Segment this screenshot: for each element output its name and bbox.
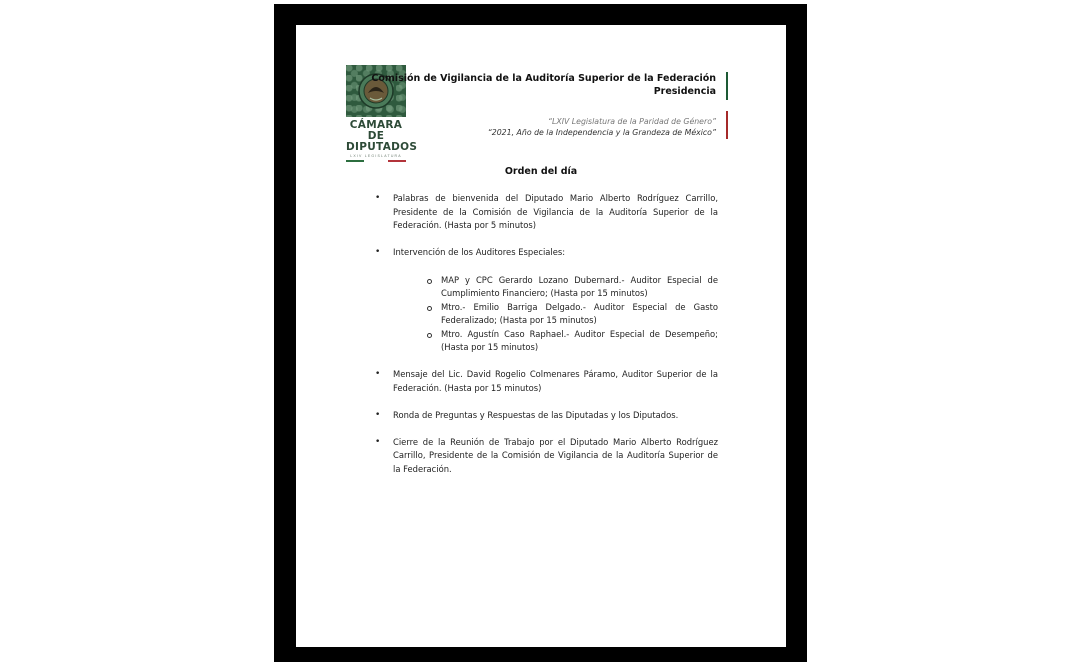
logo-text-diputados: DIPUTADOS [346, 141, 418, 153]
header-green-bar [726, 72, 728, 100]
flag-green-stripe [346, 160, 364, 162]
auditors-sublist [393, 274, 718, 355]
agenda-item-closing: • Cierre de la Reunión de Trabajo por el Diputado Mario Alberto Rodríguez Carrillo, Presidente de la Comisión de Vigilancia de la Auditoría Superior de la Federación. [373, 436, 718, 477]
agenda-list [373, 192, 718, 490]
header-red-bar [726, 111, 728, 139]
auditor-item-caso: Mtro. Agustín Caso Raphael.- Auditor Especial de Desempeño; (Hasta por 15 minutos) [393, 328, 718, 355]
flag-red-stripe [388, 160, 406, 162]
logo-text-camara: CÁMARA DE [349, 119, 403, 142]
document-page [296, 25, 786, 647]
page-title: Orden del día [504, 166, 578, 177]
motto-line-2: “2021, Año de la Independencia y la Grandeza de México” [487, 128, 716, 137]
agenda-item-auditors-label: Intervención de los Auditores Especiales: [393, 247, 566, 257]
logo-subline: LXIV LEGISLATURA [350, 154, 402, 158]
agenda-item-questions: • Ronda de Preguntas y Respuestas de las Diputadas y los Diputados. [373, 409, 718, 423]
agenda-item-auditors [373, 246, 718, 355]
commission-name: Comisión de Vigilancia de la Auditoría Superior de la Federación [371, 73, 716, 84]
office-name: Presidencia [653, 86, 716, 97]
agenda-item-message: • Mensaje del Lic. David Rogelio Colmenares Páramo, Auditor Superior de la Federación. (Hasta por 15 minutos) [373, 368, 718, 395]
agenda-item-welcome: • Palabras de bienvenida del Diputado Mario Alberto Rodríguez Carrillo, Presidente de la Comisión de Vigilancia de la Auditoría Superior de la Federación. (Hasta por 5 minutos) [373, 192, 718, 233]
motto-line-1: “LXIV Legislatura de la Paridad de Género” [547, 117, 716, 126]
legislature-motto [488, 116, 716, 138]
auditor-item-barriga: Mtro.- Emilio Barriga Delgado.- Auditor Especial de Gasto Federalizado; (Hasta por 15 minutos) [393, 301, 718, 328]
flag-stripes [346, 160, 406, 162]
commission-header [371, 72, 716, 98]
auditor-item-lozano: MAP y CPC Gerardo Lozano Dubernard.- Auditor Especial de Cumplimiento Financiero; (Hasta por 15 minutos) [393, 274, 718, 301]
